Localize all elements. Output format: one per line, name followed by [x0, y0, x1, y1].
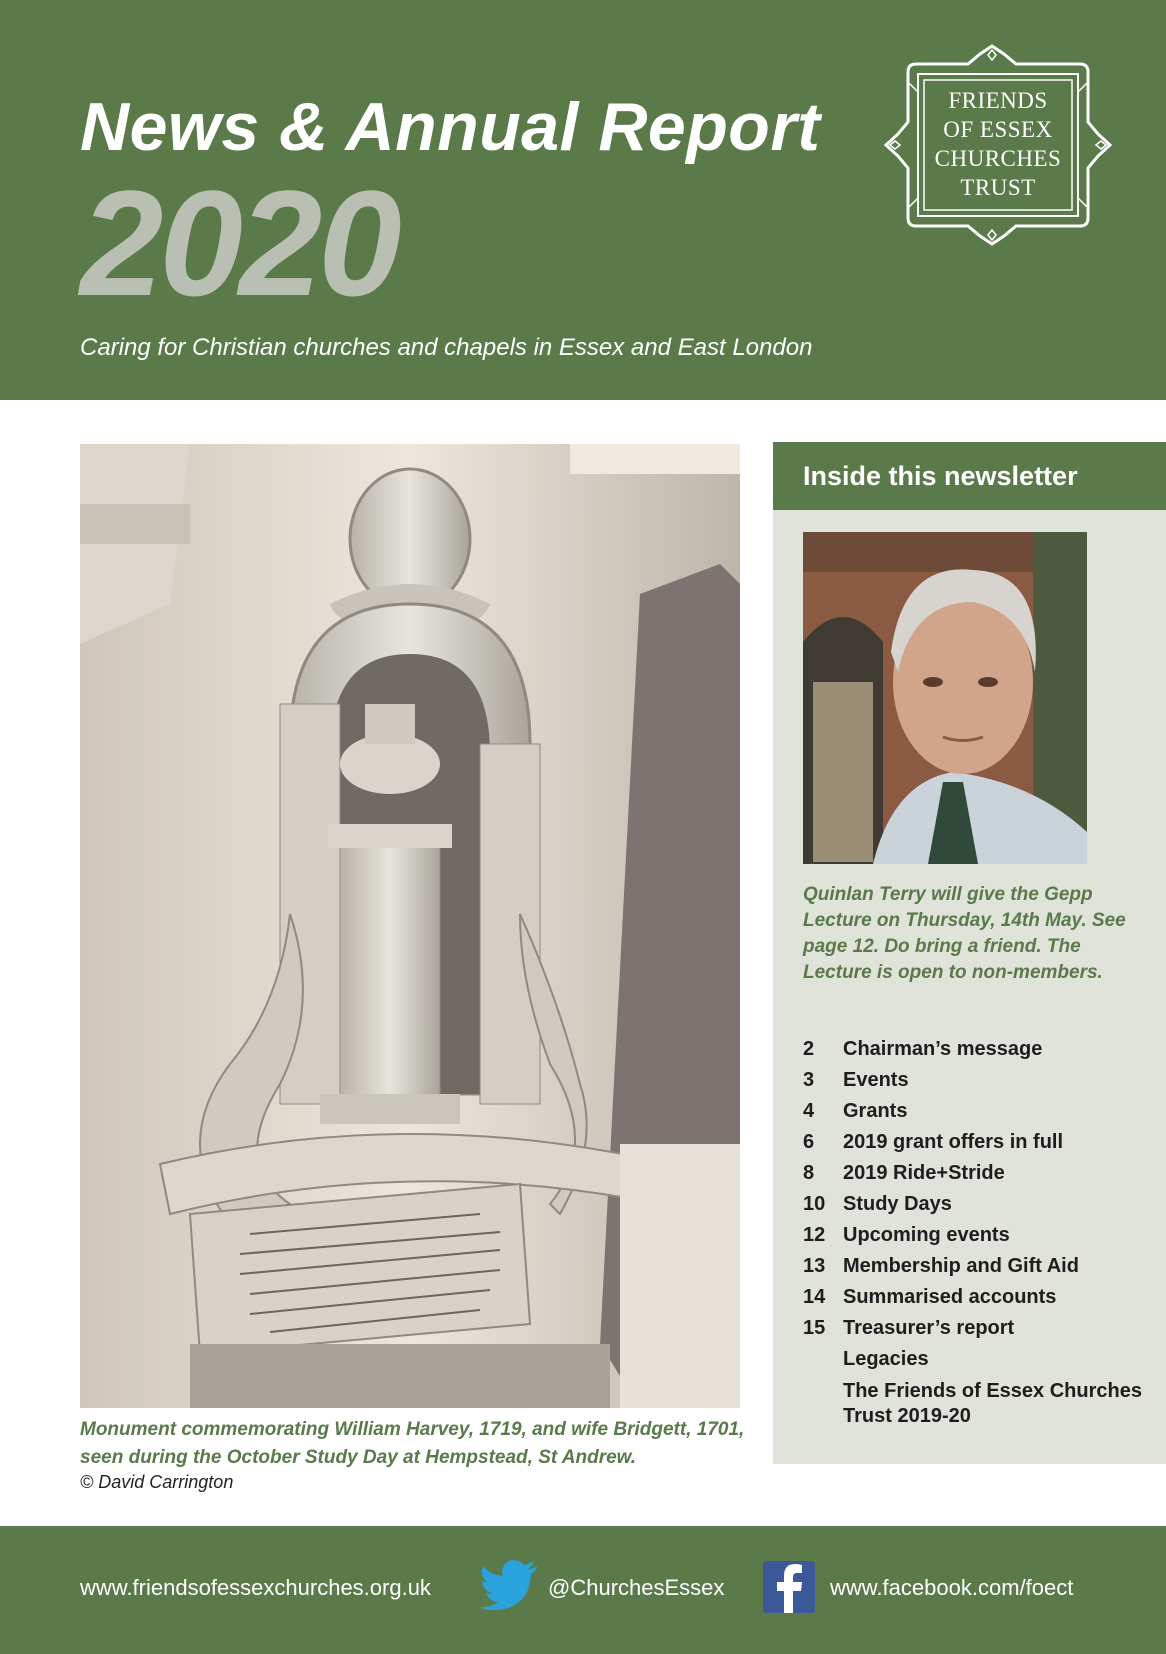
website-link[interactable]: www.friendsofessexchurches.org.uk	[80, 1575, 431, 1600]
contents-item[interactable]: 2 Chairman’s message	[803, 1038, 1043, 1060]
facebook-link[interactable]: www.facebook.com/foect	[830, 1575, 1074, 1600]
page-title: News & Annual Report	[80, 89, 821, 165]
contents-item[interactable]: 13 Membership and Gift Aid	[803, 1255, 1079, 1277]
portrait-photo	[803, 532, 1087, 864]
contents-item[interactable]: 15 Treasurer’s report	[803, 1317, 1015, 1339]
logo-line: FRIENDS	[948, 88, 1048, 113]
logo-line: CHURCHES	[934, 146, 1062, 171]
photo-caption: Monument commemorating William Harvey, 1719, and wife Bridgett, 1701, seen during the October Study Day at Hempstead, St Andrew.	[80, 1419, 745, 1468]
monument-photo	[80, 444, 740, 1408]
contents-item[interactable]: 10 Study Days	[803, 1193, 952, 1215]
contents-item[interactable]: 14 Summarised accounts	[803, 1286, 1057, 1308]
tagline: Caring for Christian churches and chapels in Essex and East London	[80, 334, 813, 361]
contents-item[interactable]: 3 Events	[803, 1069, 909, 1091]
contents-list	[803, 1034, 1163, 1429]
contents-item[interactable]: Legacies	[843, 1348, 929, 1370]
contents-item[interactable]: 8 2019 Ride+Stride	[803, 1162, 1005, 1184]
facebook-icon[interactable]	[763, 1561, 815, 1613]
sidebar-heading: Inside this newsletter	[773, 442, 1166, 510]
contents-item[interactable]: 12 Upcoming events	[803, 1224, 1010, 1246]
twitter-handle[interactable]: @ChurchesEssex	[548, 1575, 725, 1600]
logo-text	[896, 86, 1100, 202]
twitter-bird-icon[interactable]	[480, 1560, 540, 1610]
contents-item[interactable]: The Friends of Essex Churches Trust 2019-20	[843, 1380, 1142, 1427]
contents-item[interactable]: 6 2019 grant offers in full	[803, 1131, 1064, 1153]
logo-line: TRUST	[960, 175, 1036, 200]
sidebar-panel	[773, 442, 1166, 1464]
logo-line: OF ESSEX	[943, 117, 1053, 142]
report-year: 2020	[80, 159, 398, 327]
contents-item[interactable]: 4 Grants	[803, 1100, 908, 1122]
lecture-promo: Quinlan Terry will give the Gepp Lecture on Thursday, 14th May. See page 12. Do bring a friend. The Lecture is open to non-members.	[803, 884, 1126, 983]
photo-credit: © David Carrington	[80, 1472, 234, 1492]
